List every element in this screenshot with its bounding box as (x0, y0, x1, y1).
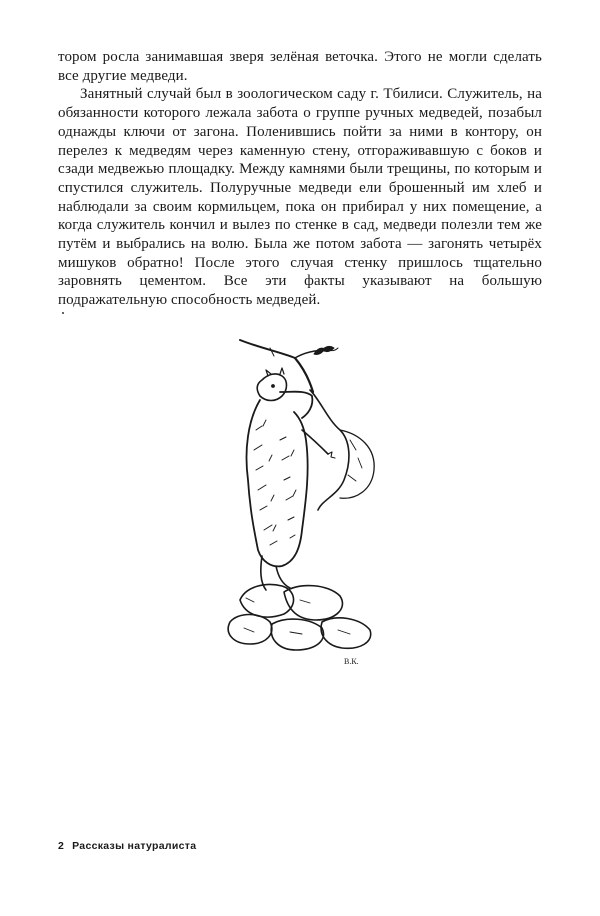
bear-climbing-branch-icon (210, 330, 410, 670)
signature-number: 2 (58, 840, 65, 852)
body-text (58, 48, 542, 310)
stray-ink-mark (62, 312, 64, 314)
paragraph-continuation: тором росла занимавшая зверя зелёная веточка. Этого не могли сделать все другие медведи. (58, 49, 542, 84)
signature-title: Рассказы натуралиста (72, 840, 197, 852)
printer-signature (58, 840, 196, 852)
artist-initials: В.К. (344, 657, 359, 666)
paragraph-tbilisi-story: Занятный случай был в зоологическом саду г. Тбилиси. Служитель, на обязанности которого лежала забота о группе ручных медведей, позабыл однажды ключи от загона. Поленившись пойти за ними в контору, он перелез к медведям через каменную стену, отгораживавшую с боков и сзади медвежью площадку. Между камнями были трещины, по которым и спустился служитель. Полуручные медведи ели брошенный им хлеб и наблюдали за своим кормильцем, пока он прибирал у них помещение, а когда служитель кончил и вылез по стенке в сад, медведи полезли тем же путём и выбрались на волю. Была же потом забота — загонять четырёх мишуков обратно! После этого случая стенку пришлось тщательно заровнять цементом. Все эти факты указывают на большую подражательную способность медведей. (58, 86, 542, 309)
